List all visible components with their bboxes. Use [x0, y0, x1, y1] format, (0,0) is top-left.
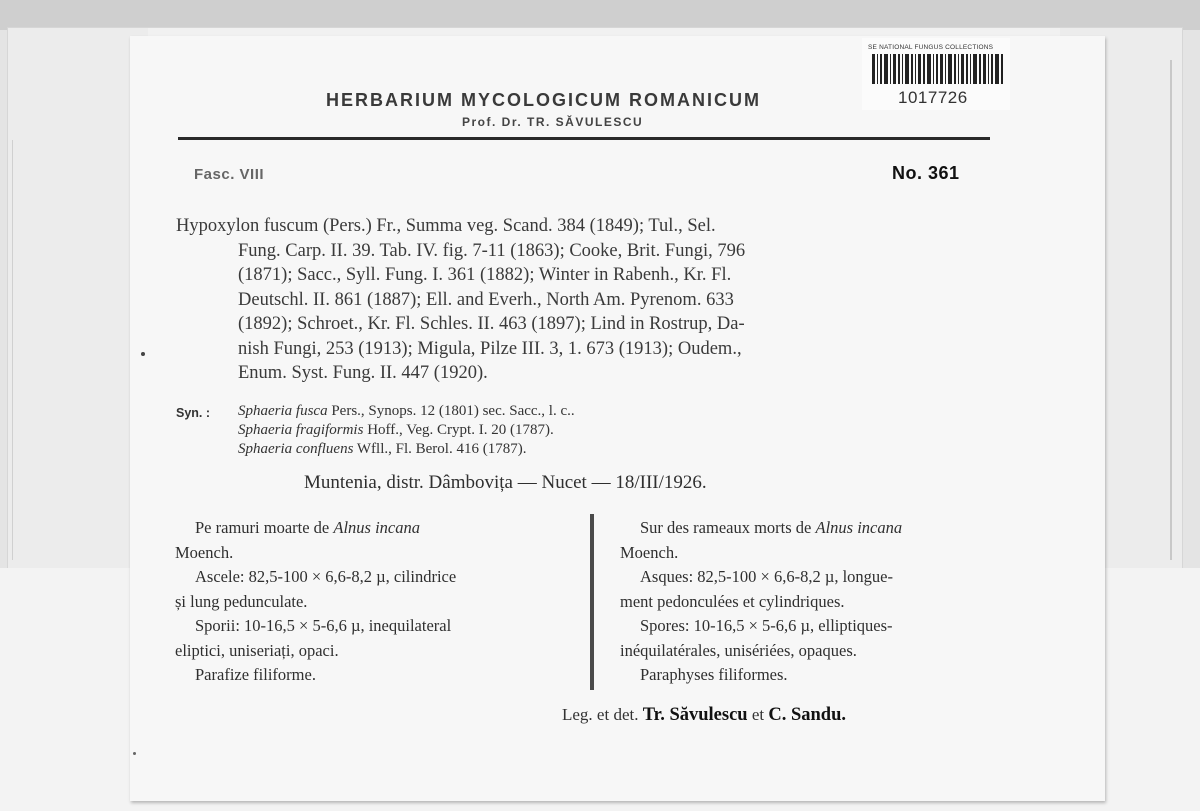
desc-line — [175, 516, 456, 541]
citation-line: Hypoxylon fuscum (Pers.) Fr., Summa veg. Scand. 384 (1849); Tul., Sel. — [176, 216, 716, 236]
synonyms-label: Syn. : — [176, 406, 211, 420]
citation-line: (1871); Sacc., Syll. Fung. I. 361 (1882); Winter in Rabenh., Kr. Fl. — [238, 265, 732, 285]
fascicle: Fasc. VIII — [194, 166, 265, 183]
synonym-item — [238, 421, 575, 440]
synonym-ref: Pers., Synops. 12 (1801) sec. Sacc., l. c.. — [331, 403, 575, 419]
synonym-item — [238, 402, 575, 421]
host-name: Alnus incana — [333, 518, 420, 537]
collector-name: C. Sandu. — [768, 705, 846, 725]
herbarium-title: HERBARIUM MYCOLOGICUM ROMANICUM — [326, 90, 761, 110]
desc-line — [620, 516, 902, 541]
collector-prefix: Leg. et det. — [562, 705, 643, 724]
synonym-name: Sphaeria fusca — [238, 403, 328, 419]
synonym-ref: Wfll., Fl. Berol. 416 (1787). — [356, 441, 527, 457]
description-french — [620, 516, 902, 688]
desc-line: și lung pedunculate. — [175, 591, 308, 611]
citation-line: nish Fungi, 253 (1913); Migula, Pilze III. 3, 1. 673 (1913); Oudem., — [238, 338, 742, 359]
desc-text: Sur des rameaux morts de — [640, 518, 816, 537]
collector-conj: et — [747, 705, 769, 724]
envelope-flap-left — [8, 28, 148, 568]
citation-block — [176, 214, 996, 386]
citation-line: (1892); Schroet., Kr. Fl. Schles. II. 463 (1897); Lind in Rostrup, Da- — [238, 314, 745, 334]
catalog-number: 1017726 — [898, 88, 968, 107]
ink-mark — [133, 752, 136, 755]
citation-line: Enum. Syst. Fung. II. 447 (1920). — [238, 363, 488, 383]
synonym-name: Sphaeria confluens — [238, 441, 354, 457]
desc-line: inéquilatérales, unisériées, opaques. — [620, 640, 857, 660]
desc-line: Sporii: 10-16,5 × 5-6,6 µ, inequilateral — [195, 616, 452, 635]
barcode-icon — [872, 54, 1004, 88]
ink-mark — [141, 352, 145, 356]
desc-text: Pe ramuri moarte de — [195, 518, 334, 537]
citation-line: Fung. Carp. II. 39. Tab. IV. fig. 7-11 (1863); Cooke, Brit. Fungi, 796 — [238, 240, 746, 261]
synonym-item — [238, 440, 575, 459]
exsiccata-number: No. 361 — [892, 163, 960, 183]
collector-name: Tr. Săvulescu — [642, 705, 748, 725]
desc-line: Asques: 82,5-100 × 6,6-8,2 µ, longue- — [640, 567, 893, 586]
column-divider — [590, 514, 594, 690]
synonym-ref: Hoff., Veg. Crypt. I. 20 (1787). — [367, 422, 554, 438]
envelope-edge — [12, 140, 13, 560]
citation-line: Deutschl. II. 861 (1887); Ell. and Everh., North Am. Pyrenom. 633 — [238, 289, 734, 310]
envelope-fold — [1170, 60, 1172, 560]
desc-line: Moench. — [175, 542, 234, 562]
synonym-name: Sphaeria fragiformis — [238, 422, 364, 438]
desc-line: Paraphyses filiformes. — [640, 665, 788, 684]
desc-line: Moench. — [620, 542, 679, 562]
barcode-header: SE NATIONAL FUNGUS COLLECTIONS — [868, 44, 994, 51]
header-rule — [178, 137, 990, 140]
synonyms-list — [238, 402, 575, 459]
desc-line: eliptici, uniseriați, opaci. — [175, 640, 339, 660]
desc-line: Parafize filiforme. — [195, 665, 316, 684]
desc-line: ment pedonculées et cylindriques. — [620, 591, 845, 611]
host-name: Alnus incana — [815, 518, 903, 537]
scan-background — [0, 0, 1200, 30]
collector-line — [562, 705, 846, 726]
desc-line: Spores: 10-16,5 × 5-6,6 µ, elliptiques- — [640, 616, 893, 635]
herbarium-subtitle: Prof. Dr. TR. SĂVULESCU — [462, 115, 644, 129]
locality: Muntenia, distr. Dâmbovița — Nucet — 18/III/1926. — [304, 472, 707, 493]
desc-line: Ascele: 82,5-100 × 6,6-8,2 µ, cilindrice — [195, 567, 457, 586]
description-romanian — [175, 516, 456, 688]
